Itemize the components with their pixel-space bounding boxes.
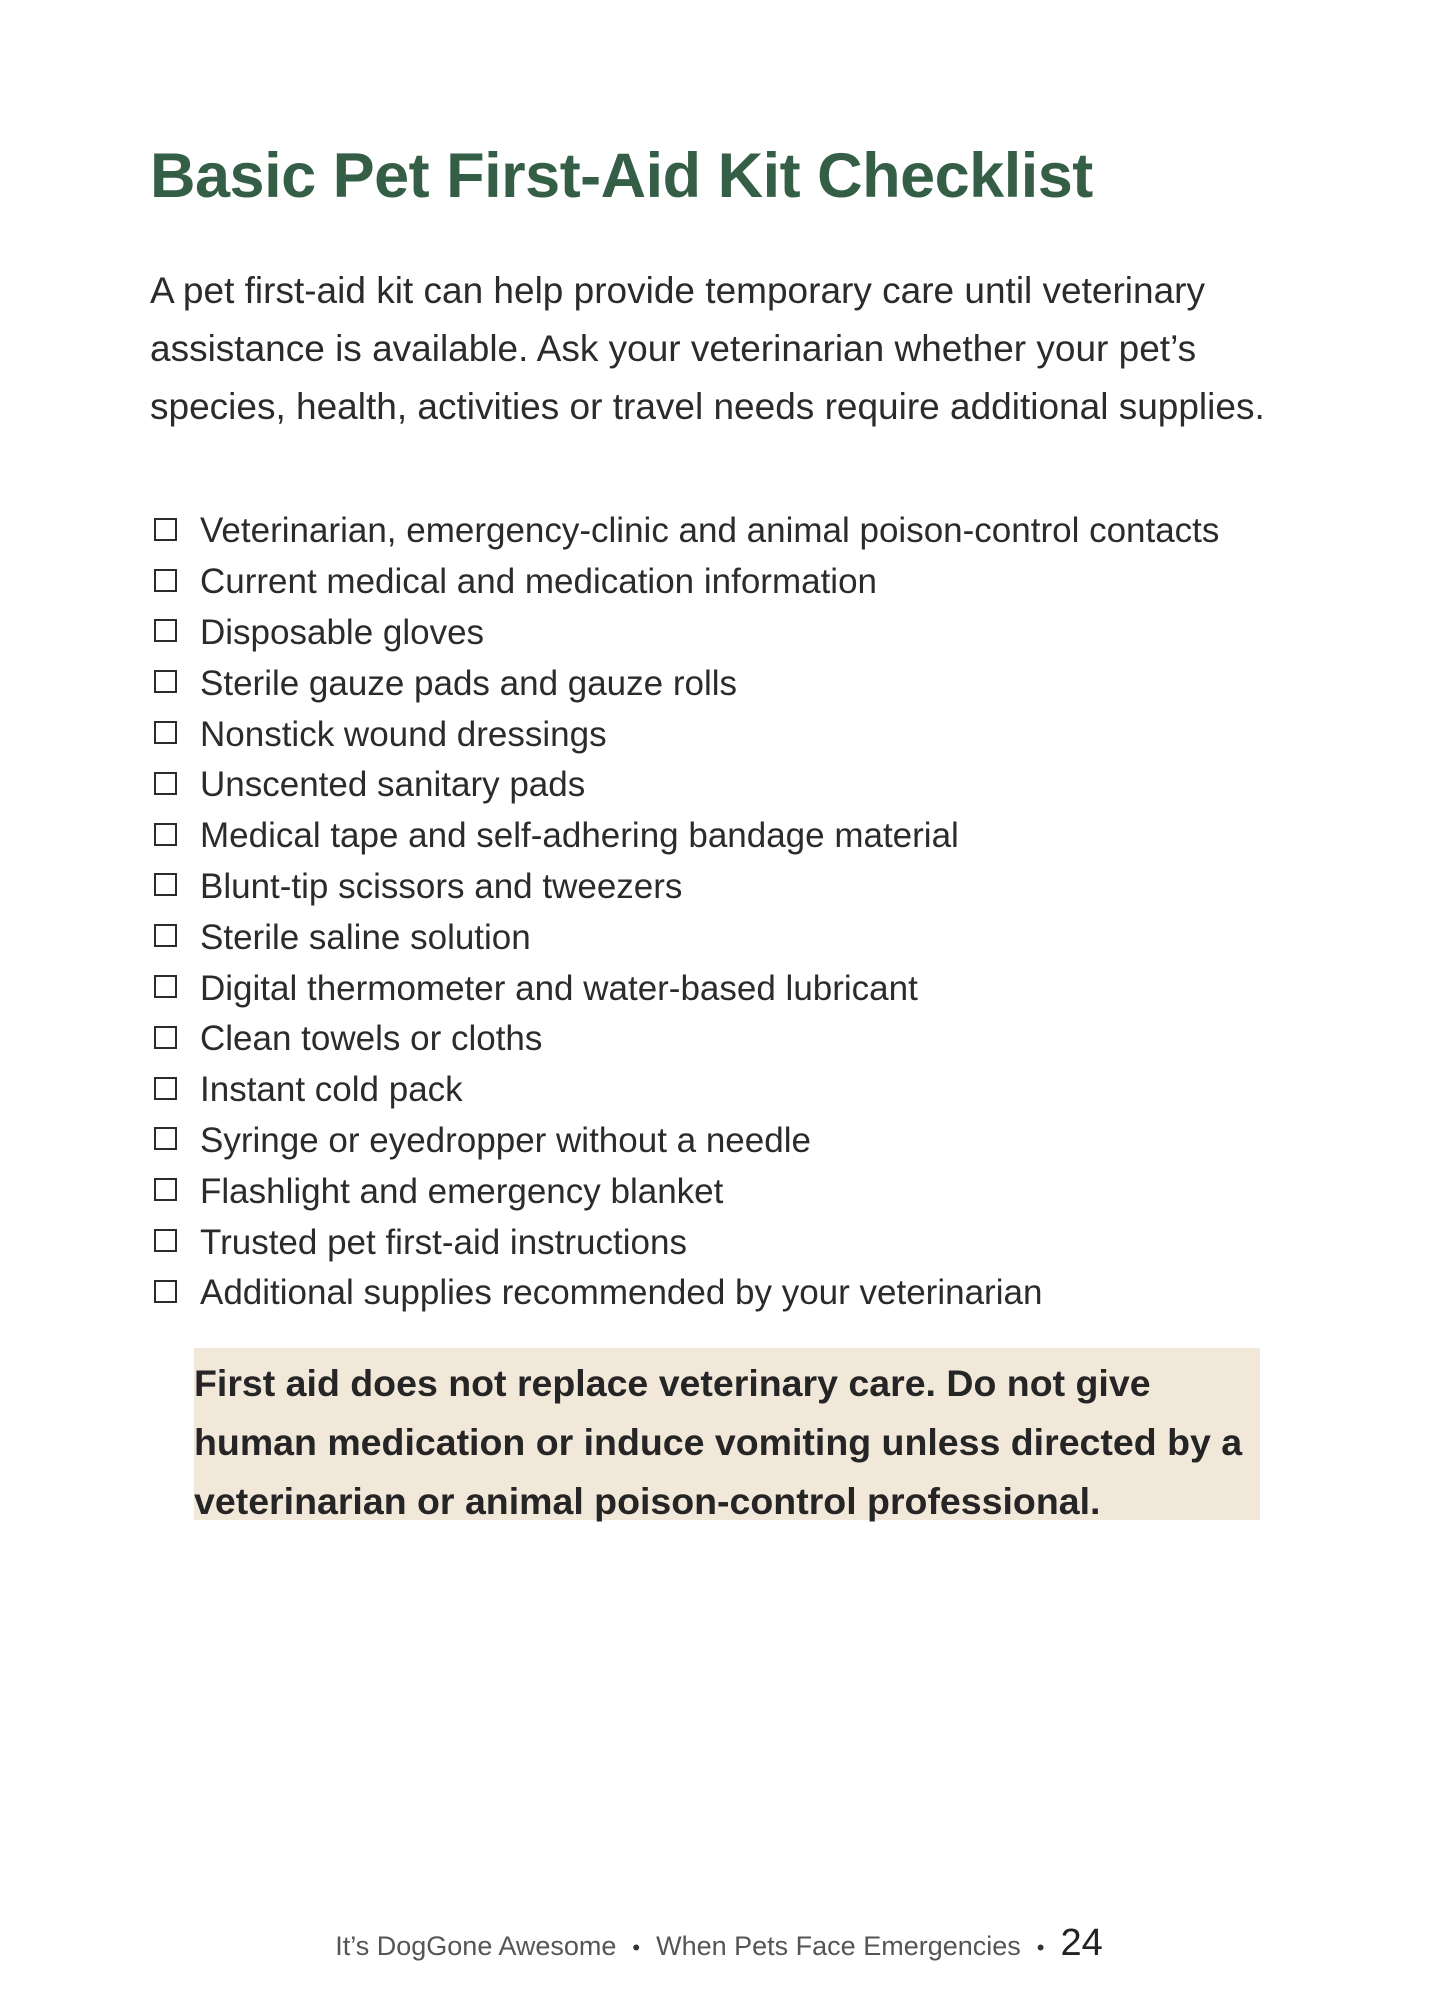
checklist-item [154,608,1219,659]
checklist-item-label: Unscented sanitary pads [200,765,586,805]
checklist-item [154,1116,1219,1167]
checklist-item-label: Medical tape and self-adhering bandage material [200,816,959,856]
checkbox-icon[interactable] [154,873,177,896]
checklist [154,506,1219,1319]
checklist-item-label: Instant cold pack [200,1070,463,1110]
checklist-item [154,1217,1219,1268]
checklist-item [154,1166,1219,1217]
checkbox-icon[interactable] [154,619,177,642]
page-footer [0,1922,1430,1965]
checklist-item [154,811,1219,862]
checkbox-icon[interactable] [154,1229,177,1252]
checkbox-icon[interactable] [154,1077,177,1100]
checkbox-icon[interactable] [154,670,177,693]
checkbox-icon[interactable] [154,975,177,998]
checklist-item-label: Flashlight and emergency blanket [200,1171,724,1211]
checklist-item-label: Sterile gauze pads and gauze rolls [200,663,738,703]
footer-separator: • [632,1935,641,1960]
checkbox-icon[interactable] [154,1026,177,1049]
checklist-item [154,709,1219,760]
footer-section: When Pets Face Emergencies [656,1931,1021,1961]
checklist-item-label: Trusted pet first-aid instructions [200,1222,687,1262]
checklist-item [154,760,1219,811]
checklist-item-label: Syringe or eyedropper without a needle [200,1120,811,1160]
footer-separator: • [1036,1935,1045,1960]
checklist-item-label: Sterile saline solution [200,917,531,957]
checkbox-icon[interactable] [154,518,177,541]
page-number: 24 [1060,1922,1103,1964]
checklist-item-label: Nonstick wound dressings [200,714,607,754]
checklist-item [154,963,1219,1014]
checklist-item [154,506,1219,557]
checklist-item [154,912,1219,963]
checklist-item [154,862,1219,913]
checkbox-icon[interactable] [154,569,177,592]
checkbox-icon[interactable] [154,721,177,744]
checklist-item [154,1065,1219,1116]
intro-paragraph: A pet first-aid kit can help provide temporary care until veterinary assistance is available. Ask your veterinarian whether your pet’s species, health, activities or travel needs require additional supplies. [150,270,1265,427]
checklist-item-label: Current medical and medication information [200,562,877,602]
footer-publication: It’s DogGone Awesome [335,1931,617,1961]
checklist-item-label: Blunt-tip scissors and tweezers [200,866,683,906]
checklist-item-label: Disposable gloves [200,612,485,652]
checkbox-icon[interactable] [154,1280,177,1303]
page-title: Basic Pet First-Aid Kit Checklist [150,141,1093,211]
checkbox-icon[interactable] [154,1127,177,1150]
checklist-item-label: Veterinarian, emergency-clinic and animal poison-control contacts [200,511,1220,551]
checkbox-icon[interactable] [154,1178,177,1201]
checklist-item [154,1268,1219,1319]
checklist-item [154,557,1219,608]
checklist-item-label: Digital thermometer and water-based lubricant [200,968,918,1008]
checklist-item-label: Additional supplies recommended by your veterinarian [200,1273,1043,1313]
checklist-item [154,658,1219,709]
checkbox-icon[interactable] [154,772,177,795]
checklist-item-label: Clean towels or cloths [200,1019,543,1059]
checklist-item [154,1014,1219,1065]
checkbox-icon[interactable] [154,823,177,846]
checkbox-icon[interactable] [154,924,177,947]
warning-callout: First aid does not replace veterinary care. Do not give human medication or induce vomiting unless directed by a veterinarian or animal poison-control professional. [194,1348,1260,1520]
